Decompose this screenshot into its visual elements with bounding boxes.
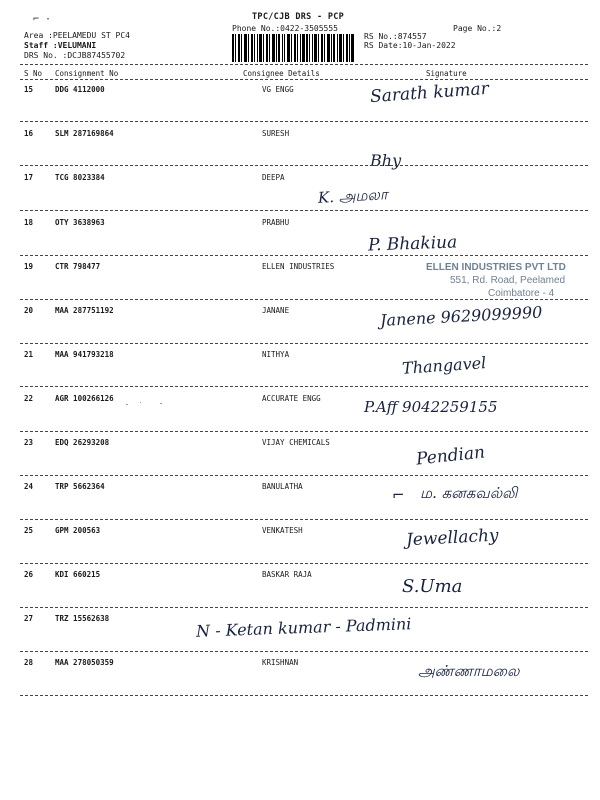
row-consignee: JANANE bbox=[262, 306, 290, 315]
row-consignment: GPM 200563 bbox=[55, 526, 101, 535]
row-consignee: BANULATHA bbox=[262, 482, 303, 491]
table-row bbox=[0, 173, 600, 219]
row-signature: S.Uma bbox=[402, 576, 463, 597]
barcode-icon bbox=[232, 34, 354, 62]
table-row bbox=[0, 394, 600, 440]
row-consignee: KRISHNAN bbox=[262, 658, 299, 667]
row-consignment: DDG 4112000 bbox=[55, 85, 105, 94]
row-consignment: CTR 798477 bbox=[55, 262, 101, 271]
table-row bbox=[0, 438, 600, 484]
row-consignment: TRP 5662364 bbox=[55, 482, 105, 491]
row-sno: 18 bbox=[24, 218, 34, 227]
row-sno: 21 bbox=[24, 350, 34, 359]
row-consignee: NITHYA bbox=[262, 350, 290, 359]
row-signature: Sarath kumar bbox=[369, 78, 490, 108]
page-number: Page No.:2 bbox=[453, 24, 502, 33]
stamp-address: 551, Rd. Road, Peelamed bbox=[450, 275, 566, 286]
row-signature: P.Aff 9042259155 bbox=[364, 398, 498, 416]
row-consignee: ACCURATE ENGG bbox=[262, 394, 321, 403]
header-divider bbox=[20, 64, 588, 65]
row-consignment: OTY 3638963 bbox=[55, 218, 105, 227]
row-signature: Jewellachy bbox=[405, 525, 500, 551]
row-consignee: PRABHU bbox=[262, 218, 290, 227]
row-signature: P. Bhakiua bbox=[367, 232, 458, 256]
scan-speck bbox=[160, 403, 162, 404]
table-row bbox=[0, 526, 600, 572]
row-sno: 15 bbox=[24, 85, 34, 94]
row-divider bbox=[20, 431, 588, 432]
row-divider bbox=[20, 255, 588, 256]
row-sno: 27 bbox=[24, 614, 34, 623]
column-header-divider bbox=[20, 79, 588, 80]
row-signature: N - Ketan kumar - Padmini bbox=[195, 614, 412, 641]
row-signature: அண்ணாமலை bbox=[418, 662, 520, 680]
rs-date: RS Date:10-Jan-2022 bbox=[364, 41, 456, 50]
column-header-sno: S No bbox=[24, 69, 43, 78]
table-row bbox=[0, 482, 600, 528]
scan-speck bbox=[140, 402, 141, 403]
row-divider bbox=[20, 165, 588, 166]
row-signature-mark: ⌐ bbox=[392, 486, 405, 504]
row-consignee: BASKAR RAJA bbox=[262, 570, 312, 579]
row-consignment: AGR 100266126 bbox=[55, 394, 114, 403]
row-signature: K. அமலா bbox=[317, 185, 389, 207]
table-row bbox=[0, 614, 600, 660]
row-sno: 19 bbox=[24, 262, 34, 271]
table-row bbox=[0, 570, 600, 616]
row-signature: Pendian bbox=[415, 442, 486, 470]
row-divider bbox=[20, 519, 588, 520]
row-signature: Thangavel bbox=[401, 353, 487, 378]
table-row bbox=[0, 350, 600, 396]
row-sno: 28 bbox=[24, 658, 34, 667]
row-divider bbox=[20, 343, 588, 344]
row-consignment: TCG 8023384 bbox=[55, 173, 105, 182]
sheet-title: TPC/CJB DRS - PCP bbox=[252, 12, 345, 22]
stamp-city: Coimbatore - 4 bbox=[488, 288, 555, 299]
row-consignment: MAA 287751192 bbox=[55, 306, 114, 315]
row-sno: 23 bbox=[24, 438, 34, 447]
row-consignee: VG ENGG bbox=[262, 85, 294, 94]
rs-number: RS No.:874557 bbox=[364, 32, 427, 41]
row-sno: 26 bbox=[24, 570, 34, 579]
table-row bbox=[0, 78, 600, 131]
row-divider bbox=[20, 299, 588, 300]
row-divider bbox=[20, 607, 588, 608]
row-consignment: EDQ 26293208 bbox=[55, 438, 110, 447]
table-row bbox=[0, 302, 600, 352]
row-consignment: TRZ 15562638 bbox=[55, 614, 110, 623]
row-consignee: VENKATESH bbox=[262, 526, 303, 535]
staff-label: Staff :VELUMANI bbox=[24, 41, 97, 50]
column-header-signature: Signature bbox=[426, 69, 467, 78]
row-sno: 17 bbox=[24, 173, 34, 182]
row-consignment: MAA 278050359 bbox=[55, 658, 114, 667]
phone-number: Phone No.:0422-3505555 bbox=[232, 24, 338, 33]
column-header-consignee: Consignee Details bbox=[243, 69, 320, 78]
column-header-consignment: Consignment No bbox=[55, 69, 119, 78]
row-sno: 20 bbox=[24, 306, 34, 315]
row-consignment: SLM 287169864 bbox=[55, 129, 114, 138]
row-sno: 25 bbox=[24, 526, 34, 535]
row-signature: Bhy bbox=[370, 151, 402, 170]
row-sno: 22 bbox=[24, 394, 34, 403]
row-divider bbox=[20, 475, 588, 476]
row-signature: Janene 9629099990 bbox=[379, 302, 543, 330]
row-divider bbox=[20, 210, 588, 211]
row-consignee: VIJAY CHEMICALS bbox=[262, 438, 330, 447]
row-divider bbox=[20, 695, 588, 696]
row-consignee: SURESH bbox=[262, 129, 290, 138]
row-divider bbox=[20, 563, 588, 564]
row-divider bbox=[20, 651, 588, 652]
row-consignment: MAA 941793218 bbox=[55, 350, 114, 359]
row-consignment: KDI 660215 bbox=[55, 570, 101, 579]
row-divider bbox=[20, 386, 588, 387]
row-divider bbox=[20, 121, 588, 122]
row-signature: ம. கனகவல்லி bbox=[420, 484, 518, 502]
row-sno: 24 bbox=[24, 482, 34, 491]
row-consignee: ELLEN INDUSTRIES bbox=[262, 262, 335, 271]
table-row bbox=[0, 218, 600, 264]
row-consignee: DEEPA bbox=[262, 173, 285, 182]
corner-mark-icon: ⌐ · bbox=[33, 14, 52, 25]
table-row bbox=[0, 658, 600, 704]
company-stamp bbox=[426, 262, 600, 299]
area-label: Area :PEELAMEDU ST PC4 bbox=[24, 31, 130, 40]
row-sno: 16 bbox=[24, 129, 34, 138]
scan-speck bbox=[126, 404, 128, 405]
stamp-company-name: ELLEN INDUSTRIES PVT LTD bbox=[426, 262, 566, 273]
table-row bbox=[0, 129, 600, 175]
drs-number: DRS No. :DCJB87455702 bbox=[24, 51, 126, 60]
